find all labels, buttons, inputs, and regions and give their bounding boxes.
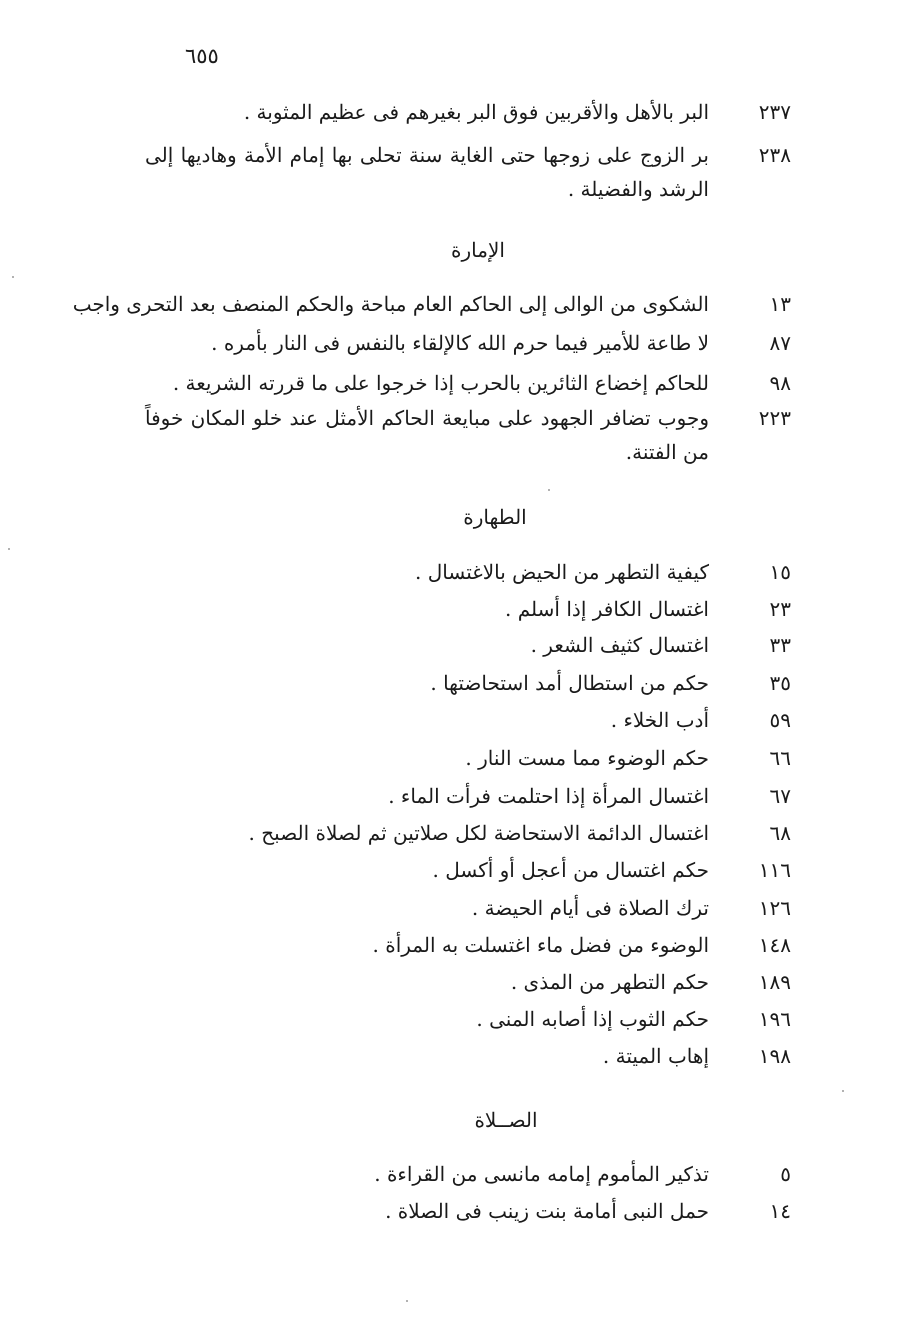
- entry-number: ١٤٨: [758, 933, 791, 957]
- entry-number: ١٨٩: [758, 970, 791, 994]
- entry-text: حكم من استطال أمد استحاضتها .: [430, 671, 709, 695]
- entry-number: ٦٧: [769, 784, 791, 808]
- entry-text: الشكوى من الوالى إلى الحاكم العام مباحة والحكم المنصف بعد التحرى واجب: [72, 292, 709, 316]
- entry-text: حكم الثوب إذا أصابه المنى .: [476, 1007, 709, 1031]
- list-item: [141, 1002, 791, 1036]
- entry-text: أدب الخلاء .: [610, 708, 709, 732]
- entry-text: اغتسال كثيف الشعر .: [530, 633, 709, 657]
- list-item: [141, 853, 791, 887]
- entry-number: ١٤: [769, 1199, 791, 1223]
- entry-text: حكم الوضوء مما مست النار .: [465, 746, 709, 770]
- entry-number: ٢٣٧: [758, 100, 791, 124]
- list-item: [141, 741, 791, 775]
- entry-text: اغتسال المرأة إذا احتلمت فرأت الماء .: [388, 784, 709, 808]
- entry-text: وجوب تضافر الجهود على مبايعة الحاكم الأمثل عند خلو المكان خوفاً من الفتنة.: [145, 406, 709, 464]
- section-heading: الصــلاة: [474, 1108, 538, 1132]
- entry-text: إهاب الميتة .: [602, 1044, 709, 1068]
- list-item: [141, 779, 791, 813]
- entry-number: ٢٣٨: [758, 143, 791, 167]
- list-item: [141, 1039, 791, 1073]
- list-item: [141, 666, 791, 700]
- entry-number: ٢٣: [769, 597, 791, 621]
- entry-text: حمل النبى أمامة بنت زينب فى الصلاة .: [385, 1199, 709, 1223]
- entry-text: كيفية التطهر من الحيض بالاغتسال .: [415, 560, 709, 584]
- entry-text: حكم اغتسال من أعجل أو أكسل .: [432, 858, 709, 882]
- list-item: [141, 366, 791, 400]
- entry-number: ١٥: [769, 560, 791, 584]
- scan-speck: [548, 489, 550, 491]
- list-item: [141, 965, 791, 999]
- scan-speck: [842, 1090, 844, 1092]
- list-item: [141, 592, 791, 626]
- entry-number: ١٢٦: [758, 896, 791, 920]
- entry-text: الوضوء من فضل ماء اغتسلت به المرأة .: [372, 933, 709, 957]
- entry-number: ٩٨: [769, 371, 791, 395]
- entry-number: ٥: [780, 1162, 791, 1186]
- entry-text: بر الزوج على زوجها حتى الغاية سنة تحلى بها إمام الأمة وهاديها إلى الرشد والفضيلة .: [145, 143, 709, 201]
- list-item: [141, 555, 791, 589]
- scan-speck: [406, 1300, 408, 1302]
- list-item: [141, 1194, 791, 1228]
- list-item: [141, 95, 791, 129]
- entry-text: تذكير المأموم إمامه مانسى من القراءة .: [374, 1162, 709, 1186]
- page-number: ٦٥٥: [185, 44, 219, 68]
- list-item: [141, 928, 791, 962]
- entry-number: ١٩٨: [758, 1044, 791, 1068]
- entry-number: ٣٣: [769, 633, 791, 657]
- entry-text: حكم التطهر من المذى .: [510, 970, 709, 994]
- list-item: [141, 816, 791, 850]
- list-item: [141, 1157, 791, 1191]
- list-item: [141, 138, 791, 206]
- scan-speck: [12, 276, 14, 278]
- entry-number: ٥٩: [769, 708, 791, 732]
- entry-number: ٦٦: [769, 746, 791, 770]
- entry-number: ٦٨: [769, 821, 791, 845]
- list-item: [141, 891, 791, 925]
- list-item: [72, 287, 791, 321]
- section-heading: الإمارة: [451, 238, 505, 262]
- entry-number: ٨٧: [769, 331, 791, 355]
- list-item: [141, 628, 791, 662]
- entry-text: للحاكم إخضاع الثائرين بالحرب إذا خرجوا على ما قررته الشريعة .: [172, 371, 709, 395]
- entry-text: لا طاعة للأمير فيما حرم الله كالإلقاء بالنفس فى النار بأمره .: [211, 331, 709, 355]
- list-item: [141, 326, 791, 360]
- section-heading: الطهارة: [463, 505, 527, 529]
- entry-number: ١٩٦: [758, 1007, 791, 1031]
- entry-number: ١٣: [769, 292, 791, 316]
- entry-number: ٣٥: [769, 671, 791, 695]
- list-item: [141, 703, 791, 737]
- entry-text: اغتسال الكافر إذا أسلم .: [505, 597, 709, 621]
- entry-number: ١١٦: [758, 858, 791, 882]
- entry-text: اغتسال الدائمة الاستحاضة لكل صلاتين ثم لصلاة الصبح .: [248, 821, 709, 845]
- list-item: [141, 401, 791, 469]
- entry-text: ترك الصلاة فى أيام الحيضة .: [471, 896, 709, 920]
- scan-speck: [8, 548, 10, 550]
- entry-number: ٢٢٣: [758, 406, 791, 430]
- entry-text: البر بالأهل والأقربين فوق البر بغيرهم فى عظيم المثوبة .: [243, 100, 709, 124]
